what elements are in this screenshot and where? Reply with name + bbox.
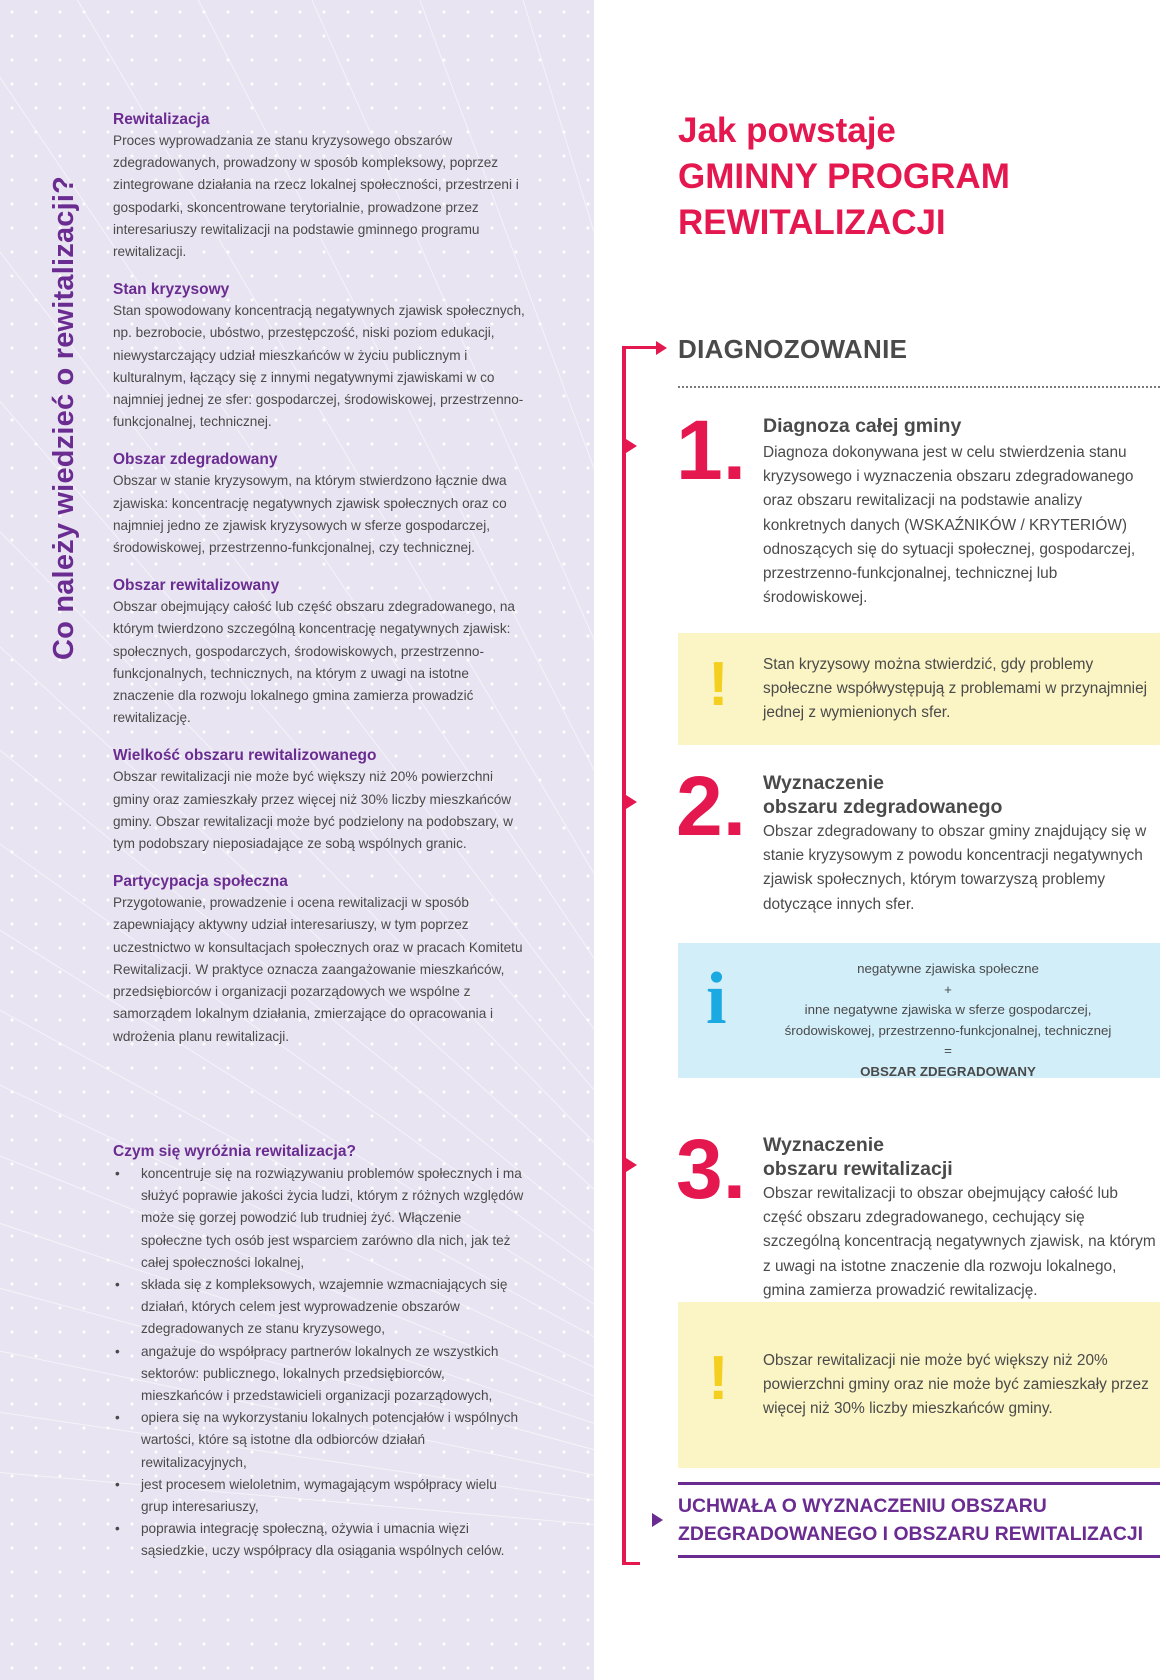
step-title-line: obszaru zdegradowanego	[763, 796, 1003, 818]
step-number-dot: .	[722, 1122, 747, 1216]
step-title	[763, 1133, 953, 1181]
vertical-side-title: Co należy wiedzieć o rewitalizacji?	[48, 175, 80, 660]
step-title	[763, 414, 961, 438]
step-number-dot: .	[722, 403, 747, 497]
glossary-definition: Proces wyprowadzania ze stanu kryzysowego obszarów zdegradowanych, prowadzony w sposób kompleksowy, poprzez zintegrowane działania na rzecz lokalnej społeczności, przestrzeni i gospodarki, skoncentrowane terytorialnie, prowadzone przez interesariuszy rewitalizacji na podstawie gminnego programu rewitalizacji.	[113, 133, 519, 260]
glossary-item	[113, 280, 525, 433]
info-line: negatywne zjawiska społeczne	[857, 961, 1039, 976]
features-list	[113, 1163, 525, 1563]
features-list-item: • poprawia integrację społeczną, ożywia i umacnia więzi sąsiedzkie, uczy współpracy dla osiągania wspólnych celów.	[113, 1518, 525, 1562]
glossary-term: Stan kryzysowy	[113, 281, 230, 299]
step-description: Diagnoza dokonywana jest w celu stwierdzenia stanu kryzysowego i wyznaczenia obszaru zdegradowanego oraz obszaru rewitalizacji na podstawie analizy konkretnych danych (WSKAŹNIKÓW / KRYTERIÓW) odnoszących się do sytuacji społecznej, gospodarczej, przestrzenno-funkcjonalnej, technicznej lub środowiskowej.	[763, 444, 1136, 607]
glossary-definition: Obszar w stanie kryzysowym, na którym stwierdzono łącznie dwa zjawiska: koncentrację negatywnych zjawisk społecznych oraz co najmniej jedno ze zjawisk kryzysowych w sferze gospodarczej, środowiskowej, przestrzenno-funkcjonalnej, czy technicznej.	[113, 473, 507, 556]
glossary-term: Wielkość obszaru rewitalizowanego	[113, 747, 377, 765]
step-title-line: Diagnoza całej gminy	[763, 415, 962, 437]
final-top-rule	[678, 1482, 1160, 1485]
step-number-dot: .	[722, 759, 747, 853]
glossary-item	[113, 872, 525, 1047]
features-section	[113, 1142, 525, 1563]
info-icon: i	[706, 958, 727, 1040]
glossary-item	[113, 746, 525, 855]
step-number: 1.	[676, 403, 747, 497]
section-divider	[678, 386, 1160, 388]
glossary-definition: Stan spowodowany koncentracją negatywnych zjawisk społecznych, np. bezrobocie, ubóstwo, przestępczość, niski poziom edukacji, niewystarczający udział mieszkańców w życiu publicznym i kulturalnym, łączący się z innymi negatywnymi zjawiskami w co najmniej jednej ze sfer: gospodarczej, środowiskowej, przestrzenno-funkcjonalnej, technicznej.	[113, 303, 525, 430]
glossary-item	[113, 450, 525, 559]
glossary-definition: Obszar obejmujący całość lub część obszaru zdegradowanego, na którym twierdzono szczególną koncentrację negatywnych zjawisk: społecznych, gospodarczych, środowiskowych, przestrzenno-funkcjonalnych, technicznych, na którym z uwagi na istotne znaczenie dla rozwoju lokalnego gmina zamierza prowadzić rewitalizację.	[113, 599, 515, 726]
features-list-item: • składa się z kompleksowych, wzajemnie wzmacniających się działań, których celem jest wyprowadzenie obszarów zdegradowanych ze stanu kryzysowego,	[113, 1274, 525, 1341]
info-result: OBSZAR ZDEGRADOWANY	[860, 1063, 1036, 1079]
features-list-item: • opiera się na wykorzystaniu lokalnych potencjałów i wspólnych wartości, które są istotne dla odbiorców działań rewitalizacyjnych,	[113, 1407, 525, 1474]
exclamation-icon: !	[708, 1344, 729, 1413]
step-title-line: Wyznaczenie	[763, 772, 885, 794]
info-plus: +	[944, 981, 952, 997]
final-bottom-rule	[678, 1555, 1160, 1558]
final-result-line: UCHWAŁA O WYZNACZENIU OBSZARU	[678, 1495, 1047, 1517]
note-text: Obszar rewitalizacji nie może być większy niż 20% powierzchni gminy oraz nie może być zamieszkały przez więcej niż 30% liczby mieszkańców gminy.	[763, 1352, 1149, 1418]
final-result-line: ZDEGRADOWANEGO I OBSZARU REWITALIZACJI	[678, 1523, 1144, 1545]
glossary-term: Partycypacja społeczna	[113, 873, 288, 891]
step-description: Obszar rewitalizacji to obszar obejmujący całość lub część obszaru zdegradowanego, cechujący się szczególną koncentracją negatywnych zjawisk, na którym z uwagi na istotne znaczenie dla rozwoju lokalnego, gmina zamierza prowadzić rewitalizację.	[763, 1185, 1156, 1299]
step-description: Obszar zdegradowany to obszar gminy znajdujący się w stanie kryzysowym z powodu koncentracji negatywnych zjawisk społecznych, którym towarzyszą problemy dotyczące innych sfer.	[763, 823, 1147, 913]
glossary	[113, 110, 525, 1065]
step-number: 3.	[676, 1122, 747, 1216]
flow-arrow-icon	[626, 1158, 637, 1172]
main-title-line: REWITALIZACJI	[678, 203, 946, 242]
note-text: Stan kryzysowy można stwierdzić, gdy problemy społeczne współwystępują z problemami w przynajmniej jednej z wymienionych sfer.	[763, 656, 1148, 722]
flow-connector-tick	[622, 346, 658, 349]
glossary-definition: Obszar rewitalizacji nie może być większy niż 20% powierzchni gminy oraz zamieszkały przez więcej niż 30% liczby mieszkańców gminy. Obszar rewitalizacji może być podzielony na podobszary, w tym podobszary nieposiadające ze sobą wspólnych granic.	[113, 769, 513, 852]
flow-connector-tick	[622, 1562, 640, 1565]
glossary-term: Rewitalizacja	[113, 111, 210, 128]
glossary-definition: Przygotowanie, prowadzenie i ocena rewitalizacji w sposób zapewniający aktywny udział interesariuszy, w tym poprzez uczestnictwo w konsultacjach społecznych oraz w pracach Komitetu Rewitalizacji. W praktyce oznacza zaangażowanie mieszkańców, przedsiębiorców i organizacji pozarządowych we wspólne z samorządem lokalnym działania, zmierzające do opracowania i wdrożenia planu rewitalizacji.	[113, 895, 523, 1044]
glossary-item	[113, 110, 525, 263]
step-title-line: obszaru rewitalizacji	[763, 1158, 953, 1180]
info-equals: =	[944, 1043, 952, 1058]
features-list-item: • koncentruje się na rozwiązywaniu problemów społecznych i ma służyć poprawie jakości życia ludzi, którym z różnych względów może się gorzej powodzić lub trudniej żyć. Włączenie społeczne tych osób jest wsparciem zarówno dla nich, jak też całej społeczności lokalnej,	[113, 1163, 525, 1274]
info-line: środowiskowej, przestrzenno-funkcjonalnej, technicznej	[784, 1022, 1112, 1038]
main-title-line: GMINNY PROGRAM	[678, 157, 1010, 196]
step-title	[763, 771, 1002, 819]
final-result	[678, 1492, 1160, 1548]
final-arrow-icon	[652, 1513, 663, 1527]
step-number: 2.	[676, 759, 747, 853]
features-list-item: • angażuje do współpracy partnerów lokalnych ze wszystkich sektorów: publicznego, lokalnych przedsiębiorców, mieszkańców i przedstawicieli organizacji pozarządowych,	[113, 1341, 525, 1408]
exclamation-icon: !	[708, 650, 729, 719]
glossary-term: Obszar rewitalizowany	[113, 577, 280, 595]
section-heading: DIAGNOZOWANIE	[678, 334, 908, 364]
info-equation	[748, 959, 1148, 1082]
glossary-item	[113, 576, 525, 729]
background-line	[575, 0, 594, 1560]
main-title	[678, 108, 1138, 246]
flow-arrow-icon	[626, 439, 637, 453]
flow-arrow-icon	[626, 795, 637, 809]
step-title-line: Wyznaczenie	[763, 1134, 885, 1156]
info-line: inne negatywne zjawiska w sferze gospodarczej,	[804, 1002, 1092, 1017]
glossary-term: Obszar zdegradowany	[113, 451, 278, 469]
main-title-line: Jak powstaje	[678, 111, 896, 150]
flow-arrow-icon	[656, 341, 667, 355]
process-flow-line	[622, 346, 626, 1565]
features-title: Czym się wyróżnia rewitalizacja?	[113, 1143, 356, 1160]
features-list-item: • jest procesem wieloletnim, wymagającym współpracy wielu grup interesariuszy,	[113, 1474, 525, 1518]
